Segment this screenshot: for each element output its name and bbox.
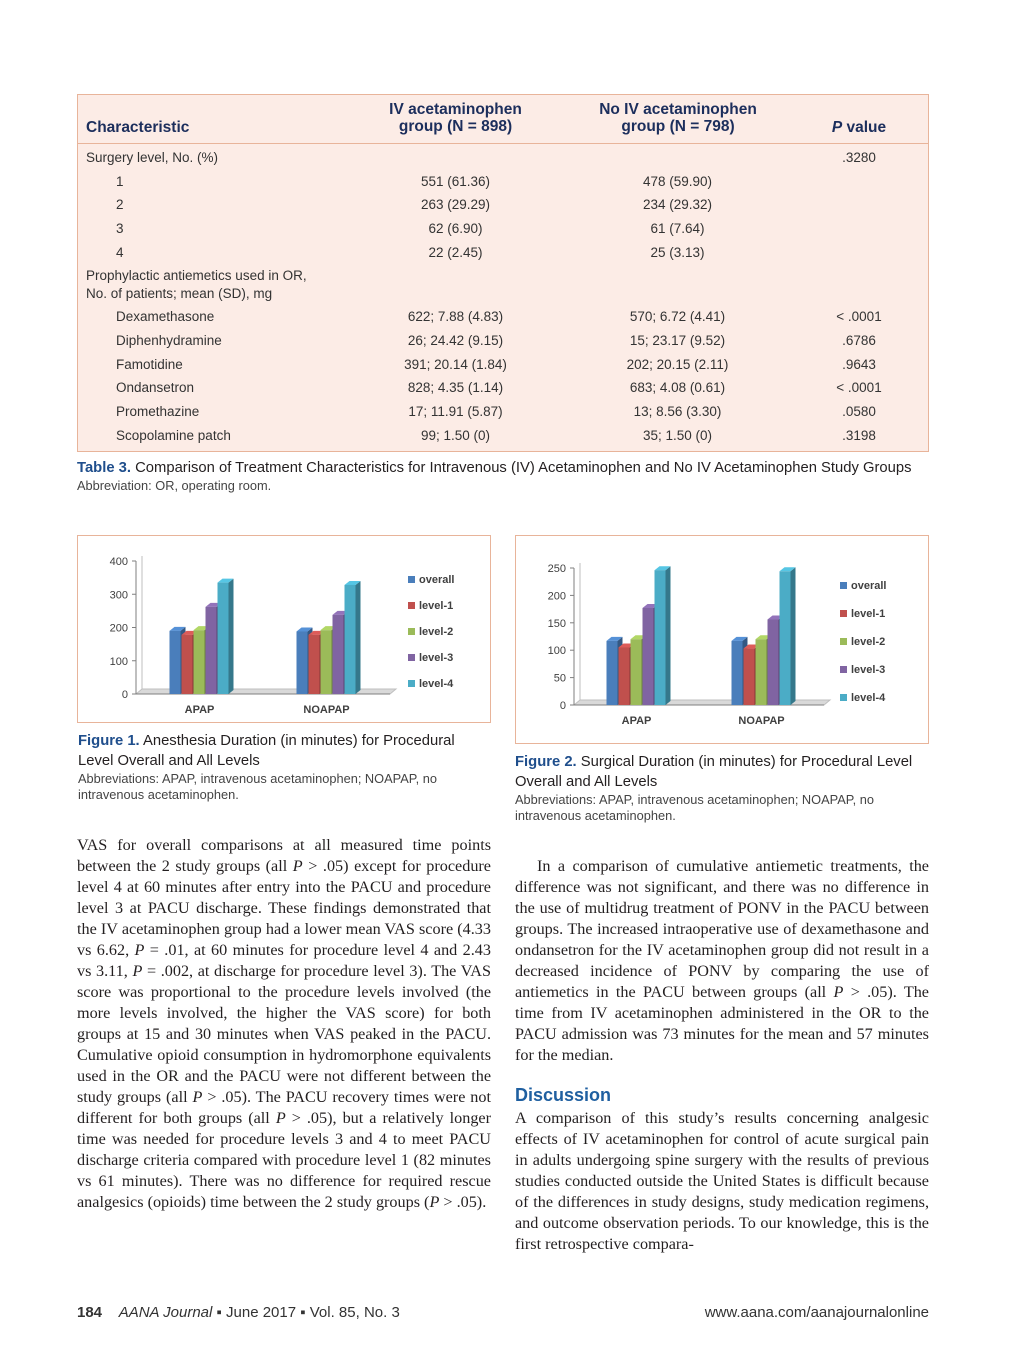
row-label: Prophylactic antiemetics used in OR, [86, 268, 307, 283]
text-run: = .01, at 60 minutes for procedure level 4 and 2.43 vs 3.11, [77, 941, 491, 980]
header-p-rest: value [842, 119, 887, 136]
bar-level-3 [333, 615, 344, 694]
figure-1-caption-label: Figure 1. [78, 733, 140, 749]
y-tick-label: 300 [109, 589, 128, 602]
figure-1-abbreviation: Abbreviations: APAP, intravenous acetaminophen; NOAPAP, no intravenous acetaminophen. [78, 771, 438, 802]
header-iv-line2: group (N = 898) [398, 118, 513, 135]
header-iv-group [368, 101, 543, 135]
journal-name: AANA Journal [118, 1304, 213, 1321]
y-tick-label: 200 [109, 622, 128, 635]
y-tick-label: 50 [553, 672, 566, 685]
bar-level-2 [756, 639, 767, 705]
cell-p-value: < .0001 [836, 380, 882, 395]
y-tick-label: 0 [121, 689, 128, 701]
legend-swatch-level-2 [408, 628, 415, 635]
legend-swatch-level-1 [840, 610, 847, 617]
legend-label-level-4: level-4 [851, 692, 886, 704]
bar-side-level-4 [666, 566, 671, 705]
cell-iv: 62 (6.90) [428, 221, 483, 236]
bar-level-1 [619, 647, 630, 705]
text-run: > .05). The time from IV acetaminophen administered in the OR to the PACU admission was 73 minutes for the mean and 57 minutes for the median. [515, 983, 929, 1064]
legend-label-overall: overall [851, 580, 887, 592]
page-number: 184 [77, 1304, 103, 1321]
legend-swatch-level-2 [840, 638, 847, 645]
cell-p-value: .3198 [842, 428, 876, 443]
row-label: 1 [116, 174, 124, 189]
figure-2-chart [515, 535, 929, 744]
figure-1-caption-text: Anesthesia Duration (in minutes) for Procedural Level Overall and All Levels [78, 733, 455, 769]
header-p-italic: P [831, 119, 843, 136]
legend-swatch-level-4 [840, 694, 847, 701]
bar-level-4 [345, 585, 356, 694]
italic-symbol: P [275, 1109, 286, 1127]
bar-level-3 [206, 607, 217, 694]
bar-side-level-4 [791, 567, 796, 705]
bar-level-1 [182, 635, 193, 694]
bar-overall [607, 641, 618, 705]
italic-symbol: P [192, 1088, 203, 1106]
figure-2-caption-label: Figure 2. [515, 754, 577, 770]
cell-p-value: < .0001 [836, 309, 882, 324]
legend-swatch-overall [840, 582, 847, 589]
legend-swatch-level-3 [408, 654, 415, 661]
cell-noiv: 478 (59.90) [642, 174, 713, 189]
bar-overall [732, 641, 743, 705]
y-tick-label: 200 [547, 590, 566, 603]
row-label: Ondansetron [116, 380, 195, 395]
cell-p-value: .9643 [842, 357, 876, 372]
y-tick-label: 150 [547, 617, 566, 630]
table-header [78, 95, 928, 144]
header-noiv-group [578, 101, 778, 135]
cell-noiv: 570; 6.72 (4.41) [629, 309, 726, 324]
bar-overall [297, 631, 308, 694]
figure-2-abbreviation: Abbreviations: APAP, intravenous acetaminophen; NOAPAP, no intravenous acetaminophen. [515, 792, 875, 823]
bar-side-level-4 [356, 581, 361, 694]
legend-label-level-2: level-2 [851, 636, 886, 648]
figure-1-svg [78, 536, 490, 722]
cell-noiv: 202; 20.15 (2.11) [626, 357, 729, 372]
cell-noiv: 13; 8.56 (3.30) [633, 404, 722, 419]
italic-symbol: P [132, 962, 143, 980]
y-tick-label: 250 [547, 563, 566, 575]
cell-iv: 99; 1.50 (0) [420, 428, 491, 443]
legend-swatch-level-3 [840, 666, 847, 673]
legend-swatch-level-1 [408, 602, 415, 609]
discussion-text: A comparison of this study’s results concerning analgesic effects of IV acetaminophen for control of acute surgical pain in adults undergoing spine surgery with the results of previous studies conducted outside the United States is difficult because of the differences in study designs, study medication regimens, and outcome observation periods. To our knowledge, this is the first retrospective compara- [515, 1109, 929, 1253]
x-category-label: APAP [621, 715, 652, 727]
row-label: 2 [116, 197, 124, 212]
cell-iv: 622; 7.88 (4.83) [407, 309, 504, 324]
cell-noiv: 683; 4.08 (0.61) [629, 380, 726, 395]
legend-swatch-level-4 [408, 680, 415, 687]
bar-level-2 [194, 630, 205, 694]
issue-date: June 2017 [226, 1304, 297, 1321]
figure-2-caption-text: Surgical Duration (in minutes) for Procedural Level Overall and All Levels [515, 754, 913, 790]
legend-label-level-1: level-1 [419, 600, 454, 612]
legend-label-level-3: level-3 [851, 664, 886, 676]
footer-left [77, 1304, 400, 1321]
cell-noiv: 25 (3.13) [650, 245, 705, 260]
y-tick-label: 400 [109, 556, 128, 568]
x-category-label: NOAPAP [303, 704, 350, 716]
text-run: VAS for overall comparisons at all measured time points between the 2 study groups (all [77, 836, 491, 875]
figure-1-caption [78, 731, 488, 803]
row-label: Dexamethasone [116, 309, 215, 324]
italic-symbol: P [833, 983, 844, 1001]
header-noiv-line2: group (N = 798) [621, 118, 735, 135]
cell-iv: 828; 4.35 (1.14) [407, 380, 504, 395]
italic-symbol: P [134, 941, 145, 959]
row-label: Famotidine [116, 357, 183, 372]
cell-p-value: .6786 [842, 333, 876, 348]
header-p-value [820, 119, 898, 136]
legend-label-level-4: level-4 [419, 678, 454, 690]
header-iv-line1: IV acetaminophen [389, 101, 522, 118]
legend-label-overall: overall [419, 574, 455, 586]
bar-level-1 [744, 649, 755, 705]
header-characteristic: Characteristic [86, 119, 190, 136]
discussion-heading: Discussion [515, 1085, 612, 1105]
cell-p-value: .0580 [842, 404, 876, 419]
y-tick-label: 100 [109, 655, 128, 668]
cell-noiv: 35; 1.50 (0) [642, 428, 713, 443]
cell-iv: 263 (29.29) [420, 197, 491, 212]
x-category-label: APAP [184, 704, 215, 716]
footer-separator: ▪ [212, 1304, 227, 1321]
bar-level-4 [655, 570, 666, 705]
italic-symbol: P [292, 857, 303, 875]
italic-symbol: P [429, 1193, 440, 1211]
cell-noiv: 234 (29.32) [642, 197, 713, 212]
bar-level-2 [321, 630, 332, 694]
row-label: Surgery level, No. (%) [86, 150, 219, 165]
bar-level-4 [780, 571, 791, 705]
issue-volume: Vol. 85, No. 3 [309, 1304, 400, 1321]
bar-overall [170, 631, 181, 694]
right-column-text [515, 856, 929, 1066]
bar-level-4 [218, 583, 229, 694]
row-label: 3 [116, 221, 124, 236]
row-label: Promethazine [116, 404, 200, 419]
legend-label-level-3: level-3 [419, 652, 454, 664]
text-run: = .002, at discharge for procedure level 3). The VAS score was proportional to the procedure levels involved (the more levels involved, the higher the VAS score) for both groups at 15 and 30 minutes when VAS peaked in the PACU. Cumulative opioid consumption in hydromorphone equivalents used in the OR and the PACU were not different between the study groups (all [77, 962, 491, 1106]
text-run: > .05). The PACU recovery times were not different for both groups (all [77, 1088, 491, 1127]
cell-noiv: 61 (7.64) [650, 221, 705, 236]
figure-2-svg [516, 536, 928, 743]
row-label: 4 [116, 245, 124, 260]
legend-label-level-2: level-2 [419, 626, 454, 638]
header-noiv-line1: No IV acetaminophen [599, 101, 757, 118]
left-column-text [77, 835, 491, 1213]
cell-iv: 17; 11.91 (5.87) [408, 404, 503, 419]
table-abbreviation: Abbreviation: OR, operating room. [77, 478, 272, 493]
y-tick-label: 100 [547, 645, 566, 658]
table-caption-text: Comparison of Treatment Characteristics for Intravenous (IV) Acetaminophen and No IV Acetaminophen Study Groups [131, 460, 912, 476]
text-run: > .05) except for procedure level 4 at 60 minutes after entry into the PACU and procedure level 3 at PACU discharge. These findings demonstrated that the IV acetaminophen group had a lower mean VAS score (4.33 vs 6.62, [77, 857, 491, 959]
footer-separator: ▪ [296, 1304, 310, 1321]
bar-level-3 [768, 620, 779, 705]
bar-level-1 [309, 635, 320, 694]
row-label: Diphenhydramine [116, 333, 222, 348]
footer-url: www.aana.com/aanajournalonline [704, 1304, 929, 1321]
legend-swatch-overall [408, 576, 415, 583]
cell-iv: 551 (61.36) [420, 174, 491, 189]
x-category-label: NOAPAP [738, 715, 785, 727]
bar-side-level-4 [229, 579, 234, 694]
table-caption [77, 458, 937, 494]
text-run: In a comparison of cumulative antiemetic treatments, the difference was not significant, and there was no difference in the use of multidrug treatment of PONV in the PACU between groups. The increased intraoperative use of dexamethasone and ondansetron for the IV acetaminophen group did not result in a decreased incidence of PONV by comparing the use of antiemetics in the PACU between groups (all [515, 857, 929, 1001]
y-tick-label: 0 [559, 700, 566, 712]
row-label: No. of patients; mean (SD), mg [86, 286, 273, 301]
table-3 [77, 94, 929, 452]
row-label: Scopolamine patch [116, 428, 231, 443]
cell-noiv: 15; 23.17 (9.52) [629, 333, 726, 348]
cell-p-value: .3280 [842, 150, 876, 165]
cell-iv: 26; 24.42 (9.15) [407, 333, 504, 348]
legend-label-level-1: level-1 [851, 608, 886, 620]
figure-1-chart [77, 535, 491, 723]
bar-level-2 [631, 639, 642, 705]
cell-iv: 22 (2.45) [428, 245, 483, 260]
table-caption-label: Table 3. [77, 460, 131, 476]
figure-2-caption [515, 752, 935, 824]
text-run: > .05). [439, 1193, 487, 1211]
text-run: > .05), but a relatively longer time was needed for procedure levels 3 and 4 to meet PACU discharge criteria compared with procedure level 1 (82 minutes vs 61 minutes). There was no difference for required rescue analgesics (opioids) time between the 2 study groups ( [77, 1109, 491, 1211]
cell-iv: 391; 20.14 (1.84) [404, 357, 507, 372]
bar-level-3 [643, 608, 654, 705]
